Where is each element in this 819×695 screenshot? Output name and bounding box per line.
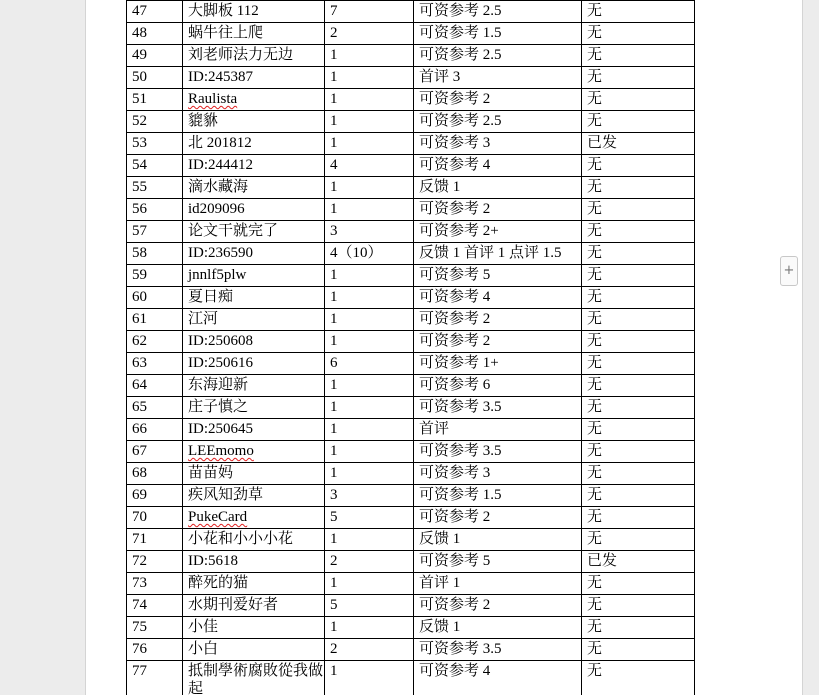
cell-review-type: 可资参考 5 bbox=[414, 265, 582, 287]
cell-review-count: 1 bbox=[325, 89, 414, 111]
cell-reviewer-name bbox=[183, 507, 325, 529]
table-row bbox=[127, 23, 695, 45]
cell-send-status: 无 bbox=[582, 45, 695, 67]
table-row bbox=[127, 441, 695, 463]
cell-review-type: 反馈 1 bbox=[414, 529, 582, 551]
cell-row-number: 61 bbox=[127, 309, 183, 331]
table-row bbox=[127, 45, 695, 67]
cell-review-type: 反馈 1 bbox=[414, 177, 582, 199]
table-row bbox=[127, 661, 695, 695]
cell-review-type: 可资参考 1.5 bbox=[414, 485, 582, 507]
cell-review-type: 首评 3 bbox=[414, 67, 582, 89]
cell-send-status: 无 bbox=[582, 639, 695, 661]
cell-review-count: 1 bbox=[325, 617, 414, 639]
cell-row-number: 65 bbox=[127, 397, 183, 419]
cell-row-number: 58 bbox=[127, 243, 183, 265]
cell-reviewer-name: ID:245387 bbox=[183, 67, 325, 89]
cell-send-status: 无 bbox=[582, 573, 695, 595]
cell-send-status: 无 bbox=[582, 23, 695, 45]
cell-review-type: 可资参考 3.5 bbox=[414, 441, 582, 463]
spellcheck-flagged-text: PukeCard bbox=[188, 509, 248, 525]
cell-row-number: 54 bbox=[127, 155, 183, 177]
cell-send-status: 无 bbox=[582, 529, 695, 551]
cell-review-count: 1 bbox=[325, 661, 414, 695]
cell-row-number: 67 bbox=[127, 441, 183, 463]
cell-send-status: 无 bbox=[582, 375, 695, 397]
table-row bbox=[127, 1, 695, 23]
cell-reviewer-name: 东海迎新 bbox=[183, 375, 325, 397]
table-row bbox=[127, 463, 695, 485]
cell-row-number: 69 bbox=[127, 485, 183, 507]
cell-row-number: 68 bbox=[127, 463, 183, 485]
table-row bbox=[127, 133, 695, 155]
cell-review-count: 1 bbox=[325, 199, 414, 221]
cell-review-type: 可资参考 2.5 bbox=[414, 111, 582, 133]
cell-reviewer-name: 庄子慎之 bbox=[183, 397, 325, 419]
table-row bbox=[127, 573, 695, 595]
cell-review-type: 可资参考 1+ bbox=[414, 353, 582, 375]
cell-review-type: 可资参考 3 bbox=[414, 463, 582, 485]
cell-review-count: 4（10） bbox=[325, 243, 414, 265]
cell-review-count: 1 bbox=[325, 287, 414, 309]
table-row bbox=[127, 243, 695, 265]
table-row bbox=[127, 89, 695, 111]
table-row bbox=[127, 529, 695, 551]
cell-reviewer-name: 醉死的猫 bbox=[183, 573, 325, 595]
cell-reviewer-name: 小佳 bbox=[183, 617, 325, 639]
cell-row-number: 60 bbox=[127, 287, 183, 309]
table-row bbox=[127, 639, 695, 661]
cell-review-count: 2 bbox=[325, 551, 414, 573]
cell-send-status: 已发 bbox=[582, 133, 695, 155]
cell-review-count: 1 bbox=[325, 309, 414, 331]
spellcheck-flagged-text: Raulista bbox=[188, 91, 238, 107]
cell-reviewer-name: 刘老师法力无边 bbox=[183, 45, 325, 67]
cell-row-number: 73 bbox=[127, 573, 183, 595]
cell-review-count: 6 bbox=[325, 353, 414, 375]
cell-row-number: 74 bbox=[127, 595, 183, 617]
cell-row-number: 52 bbox=[127, 111, 183, 133]
cell-reviewer-name: 水期刊爱好者 bbox=[183, 595, 325, 617]
spellcheck-flagged-text: LEEmomo bbox=[188, 443, 254, 459]
cell-send-status: 无 bbox=[582, 309, 695, 331]
cell-review-count: 1 bbox=[325, 397, 414, 419]
cell-review-type: 可资参考 4 bbox=[414, 155, 582, 177]
cell-reviewer-name: id209096 bbox=[183, 199, 325, 221]
cell-reviewer-name: 抵制學術腐敗從我做起 bbox=[183, 661, 325, 695]
cell-review-type: 可资参考 2 bbox=[414, 507, 582, 529]
cell-send-status: 已发 bbox=[582, 551, 695, 573]
cell-reviewer-name: 貔貅 bbox=[183, 111, 325, 133]
cell-review-type: 可资参考 2 bbox=[414, 89, 582, 111]
cell-review-type: 首评 1 bbox=[414, 573, 582, 595]
cell-send-status: 无 bbox=[582, 397, 695, 419]
table-row bbox=[127, 221, 695, 243]
cell-review-type: 可资参考 2+ bbox=[414, 221, 582, 243]
cell-reviewer-name: 小花和小小小花 bbox=[183, 529, 325, 551]
cell-row-number: 56 bbox=[127, 199, 183, 221]
cell-review-count: 1 bbox=[325, 419, 414, 441]
review-table-body bbox=[127, 1, 695, 695]
plus-icon[interactable]: + bbox=[780, 256, 798, 286]
cell-reviewer-name: 夏日痴 bbox=[183, 287, 325, 309]
cell-send-status: 无 bbox=[582, 463, 695, 485]
table-row bbox=[127, 595, 695, 617]
cell-review-type: 反馈 1 bbox=[414, 617, 582, 639]
cell-row-number: 77 bbox=[127, 661, 183, 695]
cell-reviewer-name: ID:250608 bbox=[183, 331, 325, 353]
cell-send-status: 无 bbox=[582, 177, 695, 199]
cell-reviewer-name: 大脚板 112 bbox=[183, 1, 325, 23]
table-row bbox=[127, 111, 695, 133]
cell-review-type: 可资参考 2.5 bbox=[414, 1, 582, 23]
cell-review-count: 4 bbox=[325, 155, 414, 177]
cell-review-count: 1 bbox=[325, 111, 414, 133]
cell-send-status: 无 bbox=[582, 67, 695, 89]
cell-review-type: 可资参考 4 bbox=[414, 287, 582, 309]
cell-row-number: 48 bbox=[127, 23, 183, 45]
cell-send-status: 无 bbox=[582, 221, 695, 243]
cell-send-status: 无 bbox=[582, 331, 695, 353]
cell-review-type: 可资参考 5 bbox=[414, 551, 582, 573]
cell-row-number: 53 bbox=[127, 133, 183, 155]
cell-row-number: 71 bbox=[127, 529, 183, 551]
table-row bbox=[127, 67, 695, 89]
cell-send-status: 无 bbox=[582, 353, 695, 375]
cell-send-status: 无 bbox=[582, 441, 695, 463]
cell-review-count: 1 bbox=[325, 331, 414, 353]
cell-send-status: 无 bbox=[582, 111, 695, 133]
cell-reviewer-name: 蜗牛往上爬 bbox=[183, 23, 325, 45]
cell-review-type: 可资参考 2.5 bbox=[414, 45, 582, 67]
cell-review-type: 反馈 1 首评 1 点评 1.5 bbox=[414, 243, 582, 265]
cell-row-number: 75 bbox=[127, 617, 183, 639]
cell-review-count: 1 bbox=[325, 133, 414, 155]
cell-send-status: 无 bbox=[582, 155, 695, 177]
table-row bbox=[127, 199, 695, 221]
cell-review-count: 1 bbox=[325, 529, 414, 551]
cell-reviewer-name: 苗苗妈 bbox=[183, 463, 325, 485]
document-page bbox=[85, 0, 803, 695]
cell-send-status: 无 bbox=[582, 243, 695, 265]
cell-review-count: 1 bbox=[325, 265, 414, 287]
cell-review-count: 2 bbox=[325, 639, 414, 661]
cell-row-number: 49 bbox=[127, 45, 183, 67]
cell-review-count: 1 bbox=[325, 67, 414, 89]
cell-send-status: 无 bbox=[582, 199, 695, 221]
cell-row-number: 62 bbox=[127, 331, 183, 353]
cell-reviewer-name: 小白 bbox=[183, 639, 325, 661]
cell-row-number: 47 bbox=[127, 1, 183, 23]
cell-review-type: 可资参考 3 bbox=[414, 133, 582, 155]
cell-row-number: 63 bbox=[127, 353, 183, 375]
cell-send-status: 无 bbox=[582, 485, 695, 507]
table-row bbox=[127, 617, 695, 639]
cell-review-count: 1 bbox=[325, 177, 414, 199]
cell-row-number: 59 bbox=[127, 265, 183, 287]
cell-review-count: 5 bbox=[325, 507, 414, 529]
cell-review-type: 可资参考 2 bbox=[414, 199, 582, 221]
cell-review-type: 可资参考 2 bbox=[414, 331, 582, 353]
cell-review-type: 可资参考 2 bbox=[414, 595, 582, 617]
cell-review-count: 1 bbox=[325, 441, 414, 463]
cell-row-number: 76 bbox=[127, 639, 183, 661]
cell-reviewer-name: ID:5618 bbox=[183, 551, 325, 573]
cell-row-number: 70 bbox=[127, 507, 183, 529]
cell-reviewer-name: 北 201812 bbox=[183, 133, 325, 155]
cell-review-type: 可资参考 6 bbox=[414, 375, 582, 397]
cell-send-status: 无 bbox=[582, 617, 695, 639]
cell-send-status: 无 bbox=[582, 89, 695, 111]
cell-row-number: 55 bbox=[127, 177, 183, 199]
cell-review-count: 2 bbox=[325, 23, 414, 45]
cell-review-count: 1 bbox=[325, 463, 414, 485]
cell-send-status: 无 bbox=[582, 265, 695, 287]
table-row bbox=[127, 177, 695, 199]
cell-row-number: 72 bbox=[127, 551, 183, 573]
cell-send-status: 无 bbox=[582, 419, 695, 441]
cell-reviewer-name: ID:250645 bbox=[183, 419, 325, 441]
review-table bbox=[126, 0, 695, 695]
cell-review-type: 可资参考 2 bbox=[414, 309, 582, 331]
cell-send-status: 无 bbox=[582, 507, 695, 529]
cell-reviewer-name: 滴水藏海 bbox=[183, 177, 325, 199]
table-row bbox=[127, 507, 695, 529]
table-row bbox=[127, 155, 695, 177]
cell-row-number: 57 bbox=[127, 221, 183, 243]
cell-reviewer-name: 疾风知劲草 bbox=[183, 485, 325, 507]
cell-send-status: 无 bbox=[582, 287, 695, 309]
cell-review-count: 1 bbox=[325, 573, 414, 595]
cell-review-count: 5 bbox=[325, 595, 414, 617]
table-row bbox=[127, 419, 695, 441]
cell-review-type: 可资参考 1.5 bbox=[414, 23, 582, 45]
table-row bbox=[127, 353, 695, 375]
cell-reviewer-name: 江河 bbox=[183, 309, 325, 331]
cell-send-status: 无 bbox=[582, 661, 695, 695]
cell-reviewer-name bbox=[183, 441, 325, 463]
cell-reviewer-name: ID:250616 bbox=[183, 353, 325, 375]
cell-reviewer-name bbox=[183, 89, 325, 111]
cell-review-count: 3 bbox=[325, 485, 414, 507]
table-row bbox=[127, 375, 695, 397]
cell-row-number: 50 bbox=[127, 67, 183, 89]
cell-review-count: 1 bbox=[325, 375, 414, 397]
cell-send-status: 无 bbox=[582, 1, 695, 23]
cell-row-number: 51 bbox=[127, 89, 183, 111]
table-row bbox=[127, 331, 695, 353]
cell-review-type: 首评 bbox=[414, 419, 582, 441]
cell-row-number: 66 bbox=[127, 419, 183, 441]
cell-send-status: 无 bbox=[582, 595, 695, 617]
table-row bbox=[127, 397, 695, 419]
cell-review-count: 7 bbox=[325, 1, 414, 23]
cell-review-count: 1 bbox=[325, 45, 414, 67]
cell-reviewer-name: 论文干就完了 bbox=[183, 221, 325, 243]
cell-review-count: 3 bbox=[325, 221, 414, 243]
cell-reviewer-name: jnnlf5plw bbox=[183, 265, 325, 287]
cell-row-number: 64 bbox=[127, 375, 183, 397]
cell-reviewer-name: ID:244412 bbox=[183, 155, 325, 177]
table-row bbox=[127, 485, 695, 507]
cell-review-type: 可资参考 3.5 bbox=[414, 397, 582, 419]
table-row bbox=[127, 551, 695, 573]
cell-review-type: 可资参考 4 bbox=[414, 661, 582, 695]
table-row bbox=[127, 309, 695, 331]
table-row bbox=[127, 287, 695, 309]
cell-review-type: 可资参考 3.5 bbox=[414, 639, 582, 661]
table-row bbox=[127, 265, 695, 287]
cell-reviewer-name: ID:236590 bbox=[183, 243, 325, 265]
